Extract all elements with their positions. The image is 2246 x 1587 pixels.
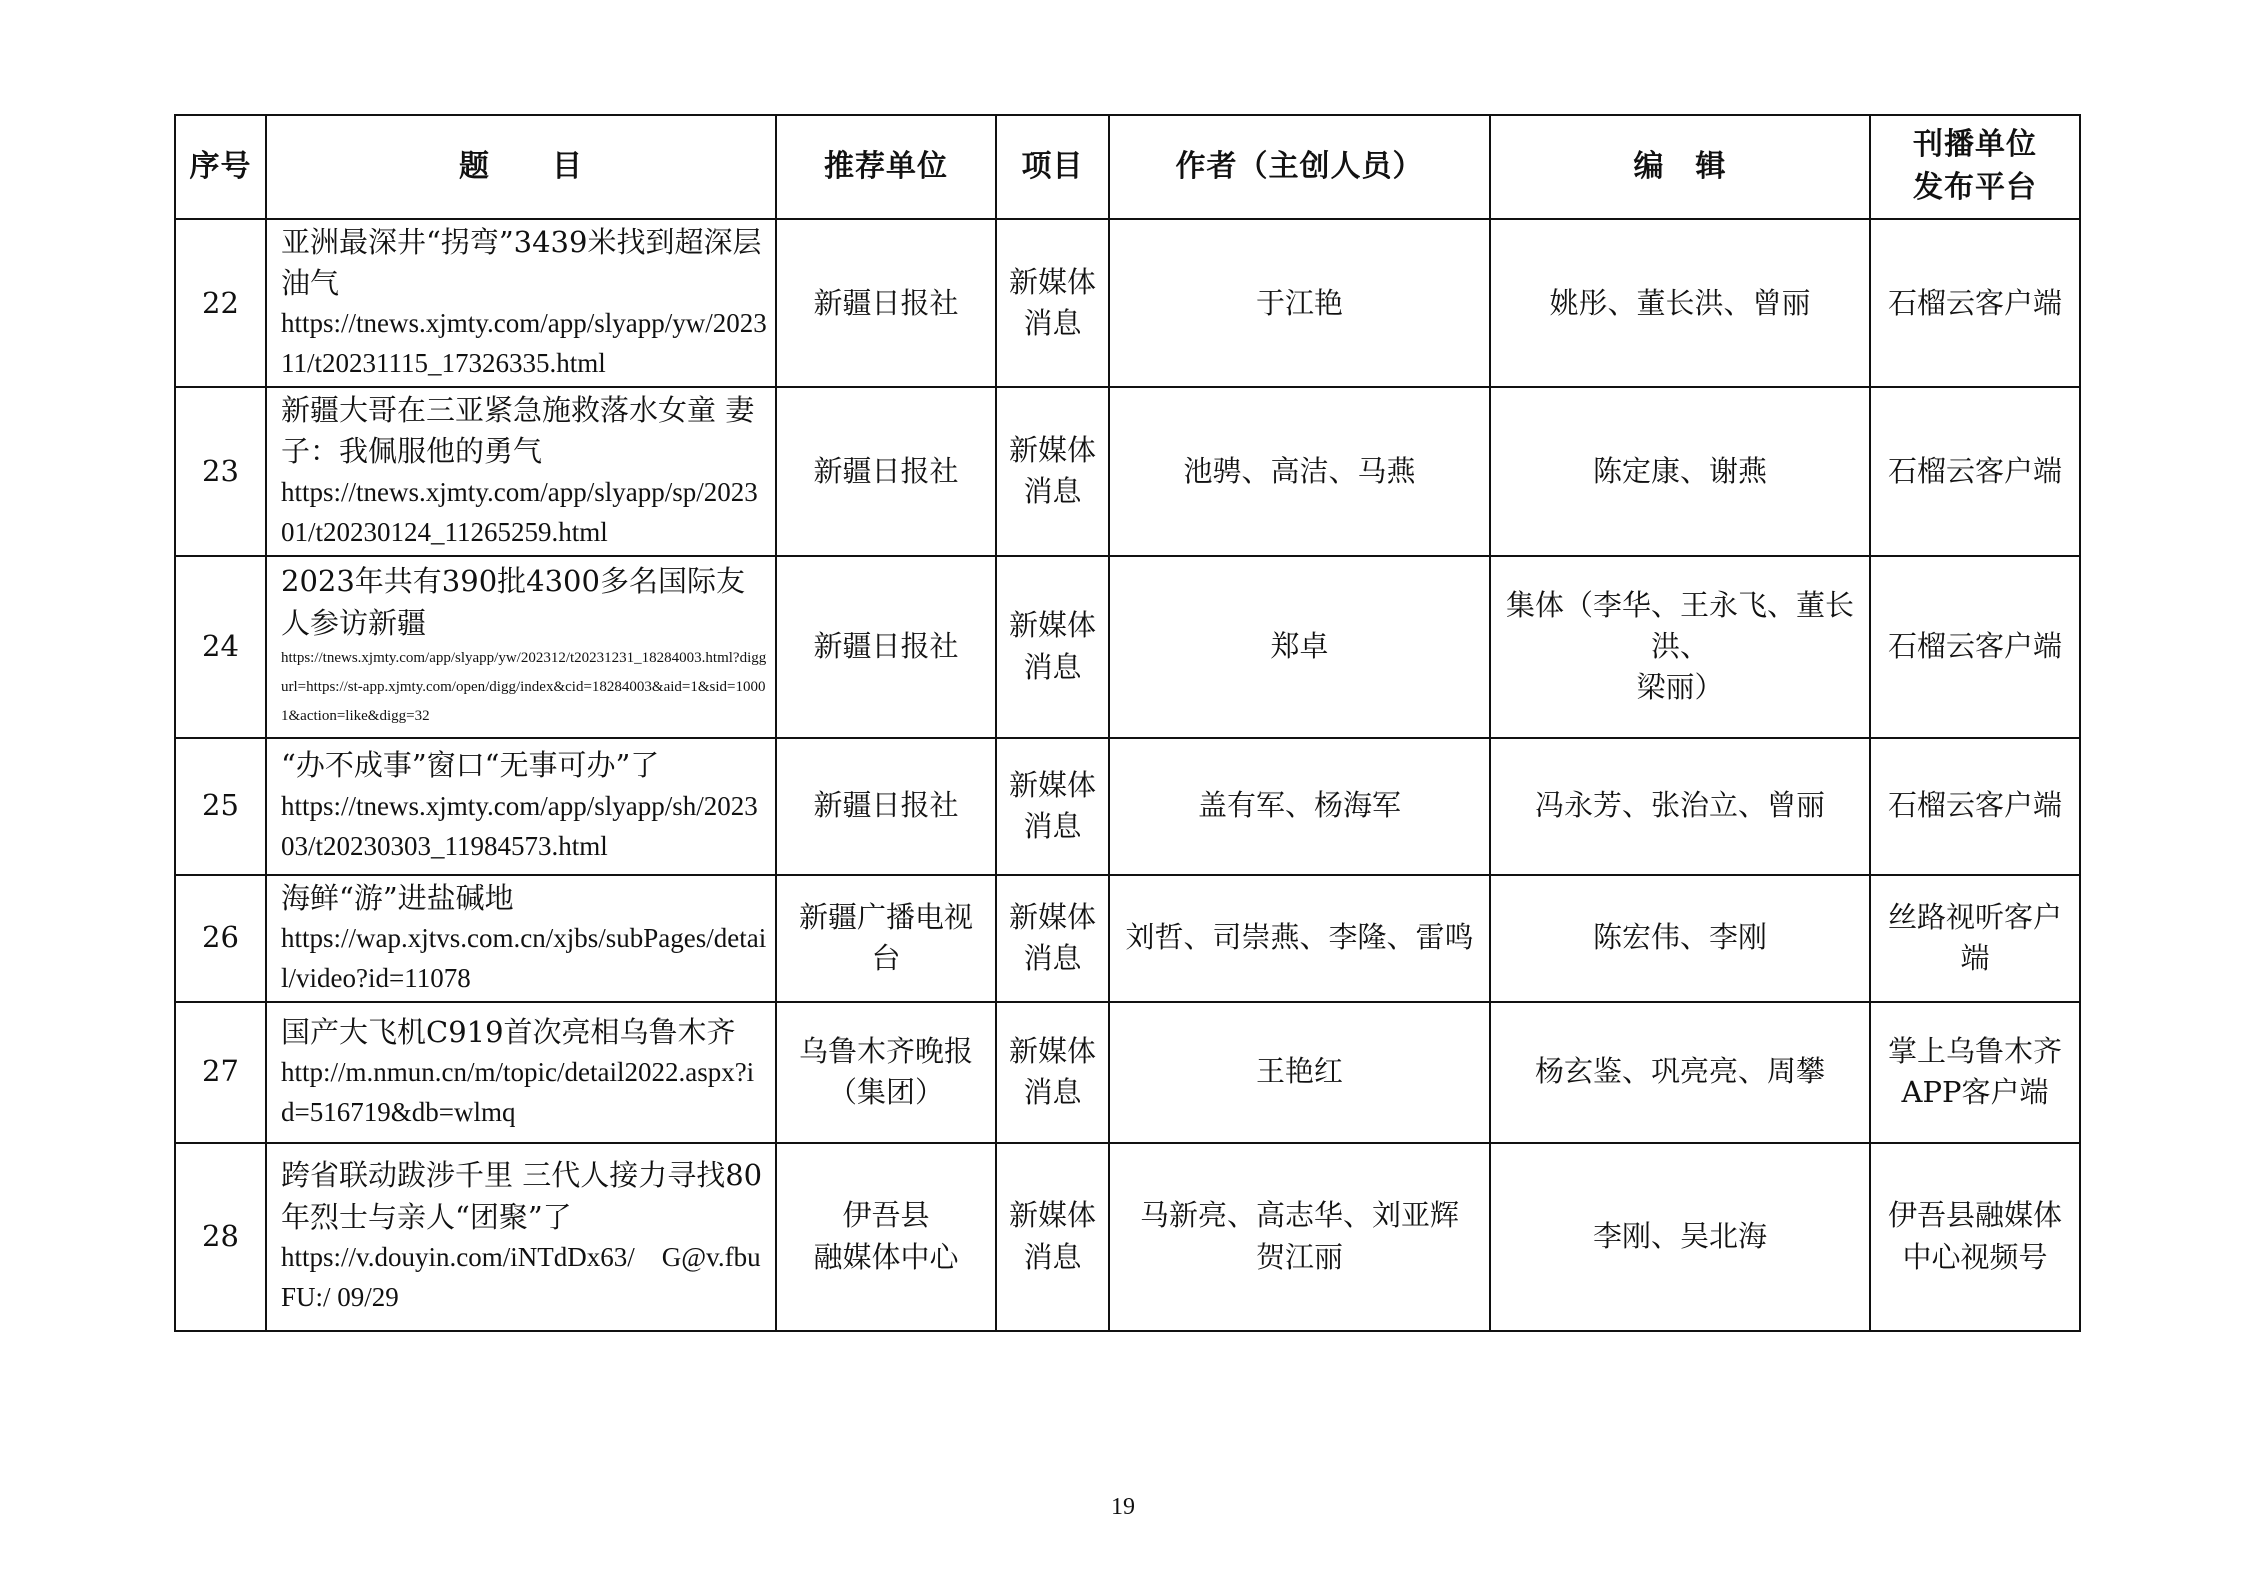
row-title: 国产大飞机C919首次亮相乌鲁木齐 bbox=[281, 1014, 736, 1049]
row-category-line: 新媒体 bbox=[1008, 767, 1096, 802]
row-platform bbox=[1870, 738, 2080, 875]
row-category-line: 新媒体 bbox=[1008, 264, 1096, 299]
row-recommender bbox=[776, 1002, 996, 1143]
row-recommender-line: 乌鲁木齐晚报 bbox=[798, 1033, 973, 1068]
row-editors-line: 陈定康、谢燕 bbox=[1592, 453, 1767, 488]
table-row bbox=[175, 556, 2080, 738]
row-editors bbox=[1490, 219, 1870, 387]
row-category-line: 消息 bbox=[1023, 306, 1082, 341]
row-authors-line: 王艳红 bbox=[1255, 1054, 1343, 1089]
row-title-cell bbox=[266, 219, 776, 387]
row-url[interactable]: https://tnews.xjmty.com/app/slyapp/yw/202312/t20231231_18284003.html?diggurl=https://st-app.xjmty.com/open/digg/index&cid=18284003&aid=1&sid=10001&action=like&digg=32 bbox=[281, 649, 767, 725]
row-category-line: 新媒体 bbox=[1008, 433, 1096, 468]
row-category-line: 新媒体 bbox=[1008, 1033, 1096, 1068]
table-header-row bbox=[175, 115, 2080, 219]
row-category-line: 消息 bbox=[1023, 941, 1082, 976]
row-category bbox=[996, 387, 1109, 555]
row-title: 海鲜“游”进盐碱地 bbox=[281, 880, 514, 915]
row-authors bbox=[1109, 1143, 1490, 1331]
row-recommender-line: 融媒体中心 bbox=[813, 1239, 959, 1274]
header-authors: 作者（主创人员） bbox=[1109, 115, 1490, 219]
row-title-cell bbox=[266, 1002, 776, 1143]
row-authors bbox=[1109, 556, 1490, 738]
row-platform-line: 伊吾县融媒体 bbox=[1887, 1198, 2062, 1233]
row-authors-line: 郑卓 bbox=[1270, 628, 1329, 663]
row-authors bbox=[1109, 387, 1490, 555]
row-index: 25 bbox=[175, 738, 266, 875]
row-title: “办不成事”窗口“无事可办”了 bbox=[281, 748, 660, 783]
row-category bbox=[996, 875, 1109, 1002]
awards-table bbox=[174, 114, 2081, 1332]
page-number: 19 bbox=[1111, 1494, 1135, 1520]
row-authors-line: 于江艳 bbox=[1255, 285, 1343, 320]
row-platform-line: 石榴云客户端 bbox=[1887, 788, 2062, 823]
row-platform bbox=[1870, 556, 2080, 738]
row-recommender-line: 新疆日报社 bbox=[813, 628, 959, 663]
table-row bbox=[175, 738, 2080, 875]
row-platform bbox=[1870, 387, 2080, 555]
row-authors-line: 马新亮、高志华、刘亚辉 bbox=[1139, 1198, 1459, 1233]
row-recommender-line: 新疆日报社 bbox=[813, 453, 959, 488]
row-url[interactable]: https://tnews.xjmty.com/app/slyapp/yw/202311/t20231115_17326335.html bbox=[281, 308, 767, 379]
row-platform-line: 石榴云客户端 bbox=[1887, 285, 2062, 320]
row-recommender bbox=[776, 738, 996, 875]
row-title-cell bbox=[266, 556, 776, 738]
row-editors-line: 杨玄鉴、巩亮亮、周攀 bbox=[1534, 1054, 1825, 1089]
row-category-line: 新媒体 bbox=[1008, 1198, 1096, 1233]
row-category-line: 消息 bbox=[1023, 474, 1082, 509]
table-row bbox=[175, 219, 2080, 387]
row-platform bbox=[1870, 1002, 2080, 1143]
row-editors-line: 姚彤、董长洪、曾丽 bbox=[1549, 285, 1811, 320]
row-category bbox=[996, 556, 1109, 738]
table-row bbox=[175, 1002, 2080, 1143]
row-editors bbox=[1490, 387, 1870, 555]
row-category-line: 消息 bbox=[1023, 649, 1082, 684]
row-recommender-line: 新疆日报社 bbox=[813, 788, 959, 823]
row-recommender-line: 新疆广播电视台 bbox=[798, 899, 973, 976]
row-category-line: 消息 bbox=[1023, 809, 1082, 843]
row-authors bbox=[1109, 875, 1490, 1002]
row-recommender bbox=[776, 875, 996, 1002]
row-index: 22 bbox=[175, 219, 266, 387]
row-platform bbox=[1870, 875, 2080, 1002]
row-url[interactable]: https://v.douyin.com/iNTdDx63/ G@v.fbuFU:/ 09/29 bbox=[281, 1241, 761, 1312]
row-category bbox=[996, 219, 1109, 387]
row-category-line: 新媒体 bbox=[1008, 899, 1096, 934]
row-editors-line: 陈宏伟、李刚 bbox=[1592, 920, 1767, 955]
row-url[interactable]: https://tnews.xjmty.com/app/slyapp/sp/202301/t20230124_11265259.html bbox=[281, 476, 758, 547]
row-editors-line: 集体（李华、王永飞、董长洪、 bbox=[1505, 587, 1854, 663]
row-url[interactable]: http://m.nmun.cn/m/topic/detail2022.aspx?id=516719&db=wlmq bbox=[281, 1056, 755, 1127]
row-title: 亚洲最深井“拐弯”3439米找到超深层油气 bbox=[281, 225, 762, 301]
row-authors-line: 盖有军、杨海军 bbox=[1197, 788, 1401, 823]
row-editors bbox=[1490, 1143, 1870, 1331]
row-platform-line: APP客户端 bbox=[1901, 1075, 2049, 1110]
row-recommender-line: （集团） bbox=[827, 1075, 944, 1110]
row-title-cell bbox=[266, 875, 776, 1002]
header-platform-line1: 刊播单位 bbox=[1913, 127, 2037, 163]
row-editors bbox=[1490, 556, 1870, 738]
row-authors bbox=[1109, 219, 1490, 387]
row-index: 27 bbox=[175, 1002, 266, 1143]
row-index: 23 bbox=[175, 387, 266, 555]
row-authors bbox=[1109, 1002, 1490, 1143]
header-platform bbox=[1870, 115, 2080, 219]
table-row bbox=[175, 875, 2080, 1002]
row-recommender-line: 伊吾县 bbox=[842, 1198, 930, 1233]
row-recommender bbox=[776, 387, 996, 555]
row-category bbox=[996, 1143, 1109, 1331]
row-editors-line: 李刚、吴北海 bbox=[1592, 1218, 1767, 1253]
row-category bbox=[996, 1002, 1109, 1143]
row-category-line: 消息 bbox=[1023, 1075, 1082, 1110]
row-platform-line: 石榴云客户端 bbox=[1887, 628, 2062, 663]
row-title-cell bbox=[266, 387, 776, 555]
row-recommender bbox=[776, 1143, 996, 1331]
row-category-line: 新媒体 bbox=[1008, 608, 1096, 643]
row-platform-line: 丝路视听客户端 bbox=[1887, 899, 2062, 976]
row-authors-line: 池骋、高洁、马燕 bbox=[1183, 453, 1416, 488]
row-url[interactable]: https://tnews.xjmty.com/app/slyapp/sh/202303/t20230303_11984573.html bbox=[281, 790, 758, 861]
header-index: 序号 bbox=[175, 115, 266, 219]
row-authors-line: 贺江丽 bbox=[1255, 1239, 1343, 1274]
header-recommender: 推荐单位 bbox=[776, 115, 996, 219]
row-title: 跨省联动跋涉千里 三代人接力寻找80年烈士与亲人“团聚”了 bbox=[281, 1158, 763, 1234]
table-row bbox=[175, 1143, 2080, 1331]
row-editors bbox=[1490, 738, 1870, 875]
header-title: 题 目 bbox=[266, 115, 776, 219]
row-editors-line: 梁丽） bbox=[1636, 670, 1724, 705]
row-recommender bbox=[776, 556, 996, 738]
row-url[interactable]: https://wap.xjtvs.com.cn/xjbs/subPages/detail/video?id=11078 bbox=[281, 922, 767, 993]
row-platform bbox=[1870, 219, 2080, 387]
row-editors-line: 冯永芳、张治立、曾丽 bbox=[1534, 788, 1825, 823]
row-category bbox=[996, 738, 1109, 875]
row-index: 26 bbox=[175, 875, 266, 1002]
row-authors-line: 刘哲、司崇燕、李隆、雷鸣 bbox=[1125, 920, 1474, 955]
row-editors bbox=[1490, 1002, 1870, 1143]
row-recommender-line: 新疆日报社 bbox=[813, 285, 959, 320]
row-title: 2023年共有390批4300多名国际友人参访新疆 bbox=[281, 564, 745, 640]
row-editors bbox=[1490, 875, 1870, 1002]
row-title-cell bbox=[266, 1143, 776, 1331]
row-platform-line: 掌上乌鲁木齐 bbox=[1887, 1033, 2062, 1068]
row-title-cell bbox=[266, 738, 776, 875]
table-row bbox=[175, 387, 2080, 555]
header-editors: 编 辑 bbox=[1490, 115, 1870, 219]
row-authors bbox=[1109, 738, 1490, 875]
header-category: 项目 bbox=[996, 115, 1109, 219]
header-platform-line2: 发布平台 bbox=[1913, 170, 2037, 205]
row-recommender bbox=[776, 219, 996, 387]
row-platform-line: 中心视频号 bbox=[1902, 1239, 2048, 1274]
row-index: 24 bbox=[175, 556, 266, 738]
row-platform-line: 石榴云客户端 bbox=[1887, 453, 2062, 488]
row-platform bbox=[1870, 1143, 2080, 1331]
row-category-line: 消息 bbox=[1023, 1239, 1082, 1274]
row-index: 28 bbox=[175, 1143, 266, 1331]
row-title: 新疆大哥在三亚紧急施救落水女童 妻子：我佩服他的勇气 bbox=[281, 393, 755, 469]
